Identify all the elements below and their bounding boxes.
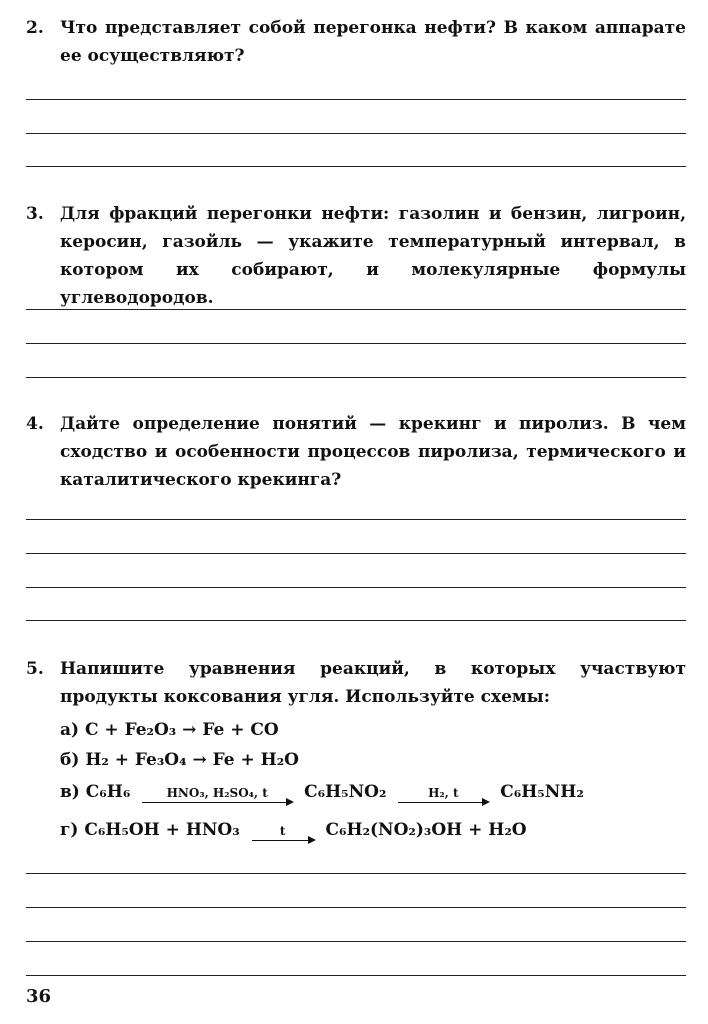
answer-line[interactable]: [26, 873, 686, 874]
equation-end: C₆H₂(NO₂)₃OH + H₂O: [325, 820, 527, 840]
equation-text: C + Fe₂O₃ → Fe + CO: [84, 720, 279, 740]
question-text: Что представляет собой перегонка нефти? В каком аппарате ее осуществляют?: [60, 18, 686, 66]
arrow-condition: HNO₃, H₂SO₄, t: [166, 786, 268, 800]
arrow-shaft: [398, 802, 488, 803]
answer-line[interactable]: [26, 166, 686, 167]
answer-line[interactable]: [26, 377, 686, 378]
equation-mid: C₆H₅NO₂: [304, 782, 387, 802]
arrow-condition: H₂, t: [428, 786, 459, 800]
answer-line[interactable]: [26, 99, 686, 100]
question-4: [26, 410, 686, 494]
question-number: 3.: [26, 204, 44, 224]
answer-line[interactable]: [26, 975, 686, 976]
reaction-arrow: [398, 787, 488, 803]
equation-label: б): [60, 750, 80, 770]
question-2: [26, 14, 686, 70]
answer-line[interactable]: [26, 133, 686, 134]
question-5: [26, 655, 686, 711]
equation-b: [60, 748, 299, 772]
answer-line[interactable]: [26, 587, 686, 588]
question-number: 2.: [26, 18, 44, 38]
question-text: Дайте определение понятий — крекинг и пиролиз. В чем сходство и особенности процессов пиролиза, термического и каталитического крекинга?: [60, 414, 686, 490]
question-number: 5.: [26, 659, 44, 679]
arrow-shaft: [252, 840, 314, 841]
reaction-arrow: [252, 825, 314, 841]
arrow-shaft: [142, 802, 292, 803]
equation-start: C₆H₅OH + HNO₃: [84, 820, 240, 840]
equation-label: в): [60, 782, 80, 802]
reaction-arrow: [142, 787, 292, 803]
equation-label: а): [60, 720, 80, 740]
equation-label: г): [60, 820, 79, 840]
answer-line[interactable]: [26, 620, 686, 621]
question-number: 4.: [26, 414, 44, 434]
question-text: Напишите уравнения реакций, в которых участвуют продукты коксования угля. Используйте схемы:: [60, 659, 686, 707]
answer-line[interactable]: [26, 309, 686, 310]
answer-line[interactable]: [26, 343, 686, 344]
page-number: 36: [26, 986, 52, 1007]
equation-v: [60, 780, 584, 804]
arrow-condition: t: [279, 824, 286, 838]
equation-start: C₆H₆: [85, 782, 131, 802]
question-text: Для фракций перегонки нефти: газолин и бензин, лигроин, керосин, газойль — укажите температурный интервал, в котором их собирают, и молекулярные формулы углеводородов.: [60, 204, 686, 308]
answer-line[interactable]: [26, 519, 686, 520]
equation-g: [60, 818, 527, 842]
equation-end: C₆H₅NH₂: [500, 782, 584, 802]
question-3: [26, 200, 686, 312]
equation-a: [60, 718, 279, 742]
answer-line[interactable]: [26, 907, 686, 908]
answer-line[interactable]: [26, 941, 686, 942]
equation-text: H₂ + Fe₃O₄ → Fe + H₂O: [85, 750, 299, 770]
answer-line[interactable]: [26, 553, 686, 554]
